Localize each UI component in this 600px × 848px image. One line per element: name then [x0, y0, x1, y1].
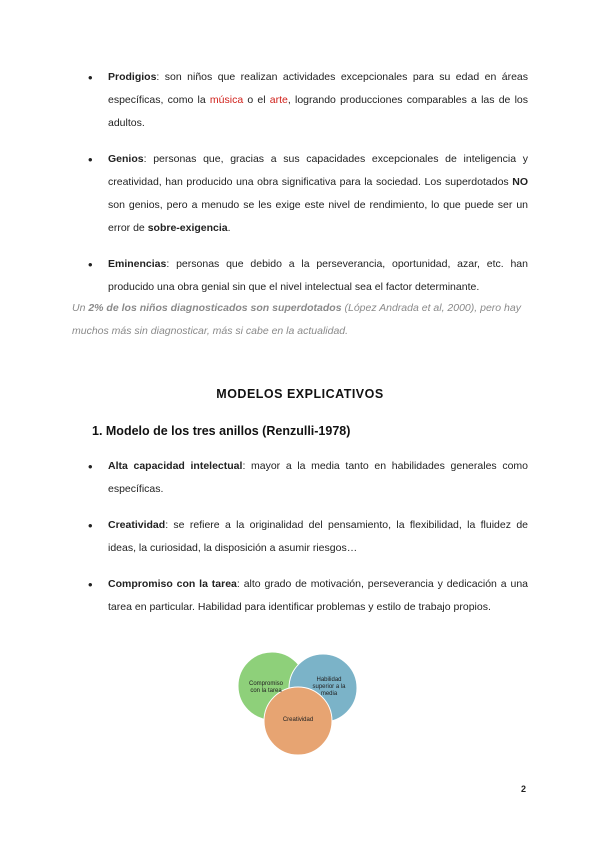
page-number: 2: [521, 784, 527, 794]
list-item-eminencias: • Eminencias: personas que debido a la perseverancia, oportunidad, azar, etc. han producido una obra genial sin que el nivel intelectual sea el factor determinante.: [88, 253, 528, 299]
term-genios: Genios: [108, 153, 144, 165]
label-creatividad: Creatividad: [282, 717, 314, 723]
list-item-prodigios: • Prodigios: son niños que realizan actividades excepcionales para su edad en áreas específicas, como la música o el arte, logrando producciones comparables a las de los adultos.: [88, 66, 528, 135]
label-habilidad-2: superior a la: [312, 684, 346, 690]
list-item-creatividad: • Creatividad: se refiere a la originalidad del pensamiento, la flexibilidad, la fluidez de ideas, la curiosidad, la disposición a asumir riesgos…: [88, 514, 528, 560]
term-prodigios: Prodigios: [108, 71, 157, 83]
label-compromiso-1: Compromiso: [248, 681, 284, 687]
link-musica[interactable]: música: [209, 94, 244, 106]
label-habilidad-3: media: [320, 691, 338, 697]
definitions-list: [88, 66, 528, 299]
link-arte[interactable]: arte: [269, 94, 288, 106]
list-item-alta-capacidad: • Alta capacidad intelectual: mayor a la media tanto en habilidades generales como específicas.: [88, 455, 528, 501]
statistics-note: Un 2% de los niños diagnosticados son superdotados (López Andrada et al, 2000), pero hay muchos más sin diagnosticar, más si cabe en la actualidad.: [72, 302, 521, 337]
ring-components-list: [88, 455, 528, 619]
list-item-genios: • Genios: personas que, gracias a sus capacidades excepcionales de inteligencia y creatividad, han producido una obra significativa para la sociedad. Los superdotados NO son genios, pero a menudo se les exige este nivel de rendimiento, lo que puede ser un error de sobre-exigencia.: [88, 148, 528, 240]
section-title: MODELOS EXPLICATIVOS: [216, 387, 384, 401]
three-rings-venn-diagram: [232, 650, 362, 760]
list-item-compromiso: • Compromiso con la tarea: alto grado de motivación, perseverancia y dedicación a una tarea en particular. Habilidad para identificar problemas y estilo de trabajo propios.: [88, 573, 528, 619]
model-subtitle: 1. Modelo de los tres anillos (Renzulli-1978): [92, 424, 351, 438]
label-habilidad-1: Habilidad: [316, 677, 342, 683]
label-compromiso-2: con la tarea: [250, 688, 282, 694]
term-eminencias: Eminencias: [108, 258, 167, 270]
